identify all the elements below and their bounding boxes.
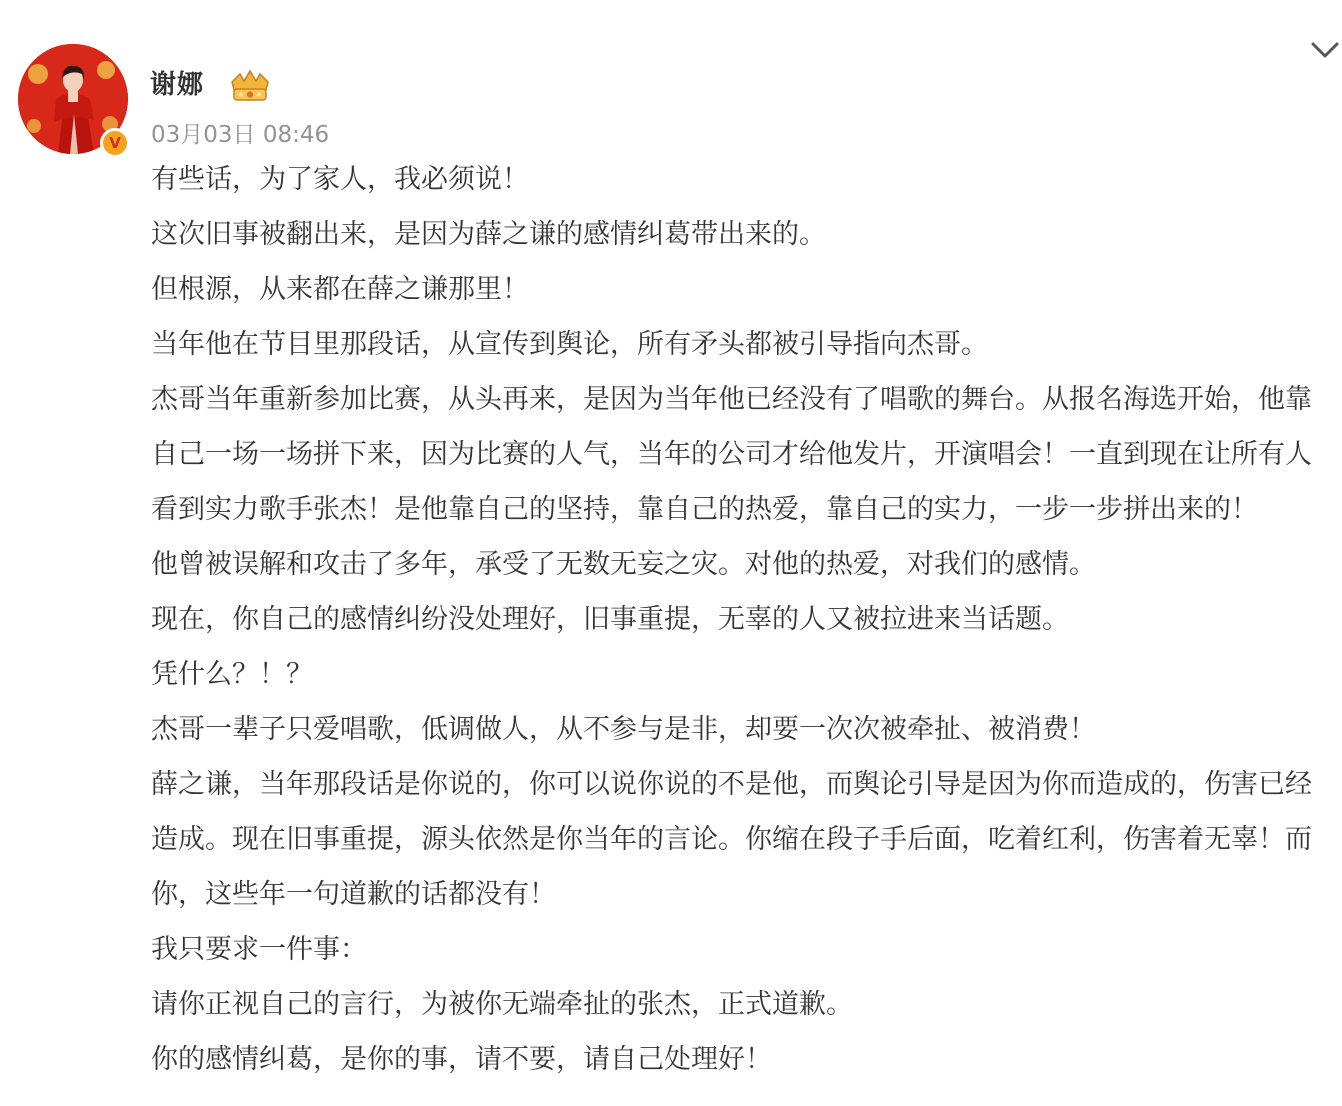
post-paragraph: 这次旧事被翻出来，是因为薛之谦的感情纠葛带出来的。 xyxy=(151,219,826,250)
post-timestamp[interactable]: 03月03日 08:46 xyxy=(151,122,330,148)
chevron-down-icon[interactable] xyxy=(1308,36,1342,64)
post-paragraph: 请你正视自己的言行，为被你无端牵扯的张杰，正式道歉。 xyxy=(151,989,853,1020)
post-paragraph: 当年他在节目里那段话，从宣传到舆论，所有矛头都被引导指向杰哥。 xyxy=(151,329,988,360)
post-paragraph: 薛之谦，当年那段话是你说的，你可以说你说的不是他，而舆论引导是因为你而造成的，伤害已经造成。现在旧事重提，源头依然是你当年的言论。你缩在段子手后面，吃着红利，伤害着无辜！而你，这些年一句道歉的话都没有！ xyxy=(151,769,1312,910)
post-paragraph: 杰哥一辈子只爱唱歌，低调做人，从不参与是非，却要一次次被牵扯、被消费！ xyxy=(151,714,1096,745)
crown-badge-icon[interactable] xyxy=(228,68,272,104)
post-content xyxy=(151,152,1331,1106)
verified-v-icon: V xyxy=(100,128,130,158)
post-paragraph: 你的感情纠葛，是你的事，请不要，请自己处理好！ xyxy=(151,1044,772,1075)
post-paragraph: 凭什么？！？ xyxy=(151,659,313,690)
post-paragraph: 有些话，为了家人，我必须说！ xyxy=(151,164,529,195)
post-paragraph: 但根源，从来都在薛之谦那里！ xyxy=(151,274,529,305)
post-paragraph: 杰哥当年重新参加比赛，从头再来，是因为当年他已经没有了唱歌的舞台。从报名海选开始，他靠自己一场一场拼下来，因为比赛的人气，当年的公司才给他发片，开演唱会！一直到现在让所有人看到实力歌手张杰！是他靠自己的坚持，靠自己的热爱，靠自己的实力，一步一步拼出来的！ xyxy=(151,384,1312,525)
post-paragraph: 现在，你自己的感情纠纷没处理好，旧事重提，无辜的人又被拉进来当话题。 xyxy=(151,604,1069,635)
username[interactable]: 谢娜 xyxy=(150,70,205,100)
post-paragraph: 他曾被误解和攻击了多年，承受了无数无妄之灾。对他的热爱，对我们的感情。 xyxy=(151,549,1096,580)
post-paragraph: 我只要求一件事： xyxy=(151,934,367,965)
